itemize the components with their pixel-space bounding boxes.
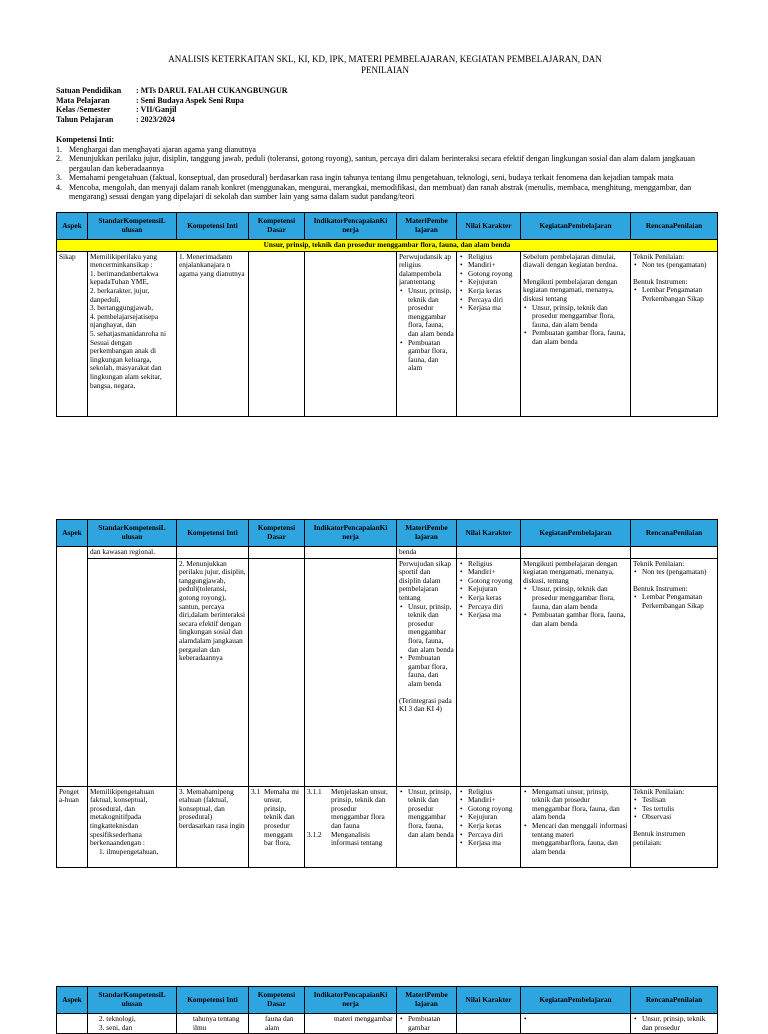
cell-skl: [88, 786, 177, 867]
materi-list: [399, 287, 454, 373]
skl-intro: Memilikiperilaku yang mencerminkansikap :: [90, 252, 158, 270]
identity-value: : VII/Ganjil: [136, 105, 177, 114]
ipk-text: materi menggambar: [334, 1014, 393, 1023]
cell-ki: [177, 251, 249, 416]
list-text: Mencoba, mengolah, dan menyaji dalam ranah konkret (menggunakan, mengurai, merangkai, memodifikasi, dan membuat) dan ranah abstrak (menulis, membaca, menghitung, menggambar, dan mengarang) sesuai dengan yang dipelajari di sekolah dan sumber lain yang sama dalam sudut pandang/teori: [69, 182, 692, 201]
cell-ipk: [305, 558, 397, 786]
materi-list: [399, 788, 454, 840]
ipk-number: 3.1.2: [307, 829, 322, 839]
cell-nilai: [457, 558, 521, 786]
kd-text: Memaha mi unsur, prinsip, teknik dan prosedur menggam bar flora,: [264, 787, 300, 848]
list-text: Memahami pengetahuan (faktual, konseptual, dan prosedural) berdasarkan rasa ingin tahunya tentang ilmu pengetahuan, teknologi, seni, budaya terkait fenomena dan kejadian tampak mata: [69, 173, 674, 182]
list-item: • Mandiri+: [468, 568, 518, 577]
kegiatan-paragraph: Mengikuti pembelajaran dengan kegiatan mengamati, menanya, diskusi, tentang: [523, 559, 618, 585]
kegiatan-paragraph: Mengikuti pembelajaran dengan kegiatan mengamati, menanya, diskusi tentang: [523, 276, 618, 303]
ki-text: 2. Menunjukkan perilaku jujur, disiplin, tanggungjawab, peduli(toleransi, gotong royong), santun, percaya diri,dalam berinteraksi secara efektif dengan lingkungan sosial dan alamdalam jangkauan pergaulan dan keberadaannya: [179, 559, 246, 663]
list-item: • Percaya diri: [468, 831, 518, 840]
list-item: • Gotong royong: [468, 577, 518, 586]
header-kegiatan: KegiatanPembelajaran: [521, 213, 631, 240]
list-item: • Mencari dan menggali informasi tentang materi menggambarflora, fauna, dan alam benda: [532, 822, 628, 856]
table-header-row: [57, 213, 718, 240]
skl-item: 1. berimandanbertakwa kepadaTuhan YME,: [90, 268, 159, 287]
nilai-list: [459, 560, 518, 620]
skl-item: 2. teknologi,: [99, 1014, 136, 1023]
cell-materi: [397, 547, 457, 559]
header-kd: Kompetensi Dasar: [249, 520, 305, 547]
topic-band: Unsur, prinsip, teknik dan prosedur menggambar flora, fauna, dan alam benda: [57, 240, 718, 252]
skl-content: [90, 788, 174, 866]
cell-kd: [249, 786, 305, 867]
penilaian-list: [633, 286, 715, 303]
analysis-table-page-1: [56, 212, 718, 417]
kompetensi-inti-list: [56, 145, 716, 202]
header-ki: Kompetensi Inti: [177, 520, 249, 547]
header-nilai: Nilai Karakter: [457, 213, 521, 240]
penilaian-content: [633, 560, 715, 785]
materi-intro: Perwujudansik ap religius dalampembela jarantentang: [399, 252, 452, 287]
kd-text: fauna dan alam: [265, 1014, 294, 1032]
list-item: • Kerja keras: [468, 287, 518, 296]
list-item: • Lembar Pengamatan Perkembangan Sikap: [642, 593, 715, 610]
list-text: Menunjukkan perilaku jujur, disiplin, tanggung jawab, peduli (toleransi, gotong royong), santun, percaya diri dalam berinteraksi secara efektif dengan lingkungan sosial dan alam dalam jangkauan pergaulan dan keberadaannya: [69, 154, 695, 173]
kegiatan-list: [523, 788, 628, 857]
list-number: 1.: [56, 144, 62, 154]
list-item: • Unsur, prinsip, teknik dan prosedur menggambar flora, fauna, dan alam benda: [532, 304, 628, 330]
skl-item: 3. seni, dan: [99, 1022, 133, 1032]
skl-item: 2. berkarakter, jujur, danpeduli,: [90, 285, 150, 304]
identity-row: [56, 86, 288, 96]
list-item: • Pembuatan gambar flora, fauna, dan alam benda: [532, 329, 628, 346]
identity-label: Kelas /Semester: [56, 105, 111, 114]
ipk-text: Menjelaskan unsur, prinsip, teknik dan prosedur menggambar flora dan fauna: [331, 787, 388, 830]
list-item: • Mandiri+: [468, 261, 518, 270]
header-ki: Kompetensi Inti: [177, 213, 249, 240]
band-row: [57, 240, 718, 252]
list-item: • Mengamati unsur, prinsip, teknik dan prosedur menggambar flora, fauna, dan alam benda: [532, 788, 628, 822]
cell-skl: [88, 547, 177, 559]
materi-intro: Perwujudan sikap sportif dan disiplin dalam pembelajaran tentang: [399, 559, 452, 602]
cell-ki: [177, 547, 249, 559]
list-item: • Mandiri+: [468, 796, 518, 805]
materi-content: [399, 788, 454, 866]
materi-note: (Terintegrasi pada KI 3 dan KI 4): [399, 695, 452, 714]
cell-penilaian: [631, 786, 718, 867]
skl-content: [90, 253, 174, 415]
penilaian-list: [633, 568, 715, 577]
cell-kegiatan: [521, 251, 631, 416]
header-materi: MateriPembe lajaran: [397, 987, 457, 1014]
list-item: [56, 145, 716, 155]
identity-value: : MTs DARUL FALAH CUKANGBUNGUR: [136, 86, 288, 95]
list-item: • Religius: [468, 788, 518, 797]
aspek-text: Penget a-huan: [59, 787, 79, 805]
skl-item: 5. sehatjasmanidanroha ni: [90, 328, 166, 338]
kegiatan-content: [523, 253, 628, 415]
identity-label: Tahun Pelajaran: [56, 114, 114, 124]
penilaian-heading: Bentuk Instrumen:: [633, 276, 688, 286]
cell-kd: [249, 547, 305, 559]
cell-kd: [249, 251, 305, 416]
list-item: • Gotong royong: [468, 270, 518, 279]
header-materi: MateriPembe lajaran: [397, 213, 457, 240]
list-item: • Kerjasa ma: [468, 611, 518, 620]
list-item: • Kejujuran: [468, 278, 518, 287]
header-kd: Kompetensi Dasar: [249, 213, 305, 240]
list-item: • Religius: [468, 560, 518, 569]
cell-ki: [177, 786, 249, 867]
header-materi: MateriPembe lajaran: [397, 520, 457, 547]
penilaian-heading: Teknik Penilaian:: [633, 559, 685, 568]
list-item: • Kerja keras: [468, 822, 518, 831]
materi-content: [399, 560, 454, 785]
list-number: 4.: [56, 182, 62, 192]
list-item: • Unsur, prinsip, teknik dan prosedur menggambar flora, fauna, dan alam benda: [408, 287, 454, 339]
skl-item: 3. bertanggungjawab,: [90, 303, 154, 313]
cell-skl: [88, 251, 177, 416]
header-kegiatan: KegiatanPembelajaran: [521, 520, 631, 547]
ipk-text: Menganalisis informasi tentang: [331, 829, 383, 848]
kegiatan-list: [523, 585, 628, 628]
penilaian-heading: Bentuk Instrumen:: [633, 583, 688, 593]
kompetensi-inti-heading: Kompetensi Inti:: [56, 135, 114, 144]
header-ipk: IndikatorPencapaianKi nerja: [305, 213, 397, 240]
identity-row: [56, 96, 288, 106]
penilaian-content: [633, 253, 715, 415]
list-item: • Unsur, prinsip, teknik dan prosedur: [642, 1015, 715, 1032]
list-item: • Teslisan: [642, 796, 715, 805]
header-ki: Kompetensi Inti: [177, 987, 249, 1014]
ki-text: 1. Menerimadanm enjalankanajara n agama yang dianutnya: [179, 252, 245, 278]
ki-text: 3. Memahamipeng etahuan (faktual, konseptual, dan prosedural) berdasarkan rasa ingin: [179, 787, 245, 830]
kegiatan-content: [523, 788, 628, 866]
penilaian-heading: Bentuk instrumen penilaian:: [633, 828, 686, 847]
ipk-item: [307, 788, 394, 831]
list-item: [56, 173, 716, 183]
list-item: • Non tes (pengamatan): [642, 261, 715, 270]
list-item: • Gotong royong: [468, 805, 518, 814]
header-nilai: Nilai Karakter: [457, 987, 521, 1014]
penilaian-list: [633, 261, 715, 270]
cell-aspek: [57, 786, 88, 867]
header-aspek: Aspek: [57, 987, 88, 1014]
analysis-table-page-2: [56, 519, 718, 868]
list-number: 3.: [56, 173, 62, 182]
ki-text: tahunya tentang ilmu: [193, 1014, 240, 1032]
header-penilaian: RencanaPenilaian: [631, 213, 718, 240]
table-row: [57, 558, 718, 786]
analysis-table-page-3: [56, 986, 718, 1034]
cell-materi: [397, 786, 457, 867]
kegiatan-list: [523, 304, 628, 347]
list-text: Menghargai dan menghayati ajaran agama yang dianutnya: [69, 144, 256, 154]
list-item: • Observasi: [642, 813, 715, 822]
skl-item: 4. pembelajarsejatisepa njanghayat, dan: [90, 311, 159, 330]
list-item: • Percaya diri: [468, 296, 518, 305]
skl-after: Sesuai dengan perkembangan anak di lingkungan keluarga, sekolah, masyarakat dan lingkungan alam sekitar, bangsa, negara,: [90, 337, 162, 390]
identity-row: [56, 105, 288, 115]
nilai-list: [459, 253, 518, 313]
header-skl: StandarKompetensiL ulusan: [88, 987, 177, 1014]
list-item: • Kejujuran: [468, 813, 518, 822]
cell-ipk: [305, 251, 397, 416]
materi-list: [399, 603, 454, 689]
list-item: • Unsur, prinsip, teknik dan prosedur menggambar flora, fauna, dan alam benda: [408, 788, 454, 840]
table-row: [57, 251, 718, 416]
table-header-row: [57, 987, 718, 1014]
list-item: • Unsur, prinsip, teknik dan prosedur menggambar flora, fauna, dan alam benda: [532, 585, 628, 611]
list-item: [56, 154, 716, 173]
nilai-list: [459, 788, 518, 848]
ipk-content: [307, 788, 394, 866]
cell-kegiatan: [521, 547, 631, 559]
penilaian-list: [633, 593, 715, 610]
cell-kd: [249, 558, 305, 786]
penilaian-content: [633, 788, 715, 866]
materi-continuation: benda: [399, 547, 417, 556]
cell-materi: [397, 558, 457, 786]
aspek-text: Sikap: [59, 252, 76, 261]
list-item: • Lembar Pengamatan Perkembangan Sikap: [642, 286, 715, 303]
list-item: • Kerjasa ma: [468, 839, 518, 848]
table-header-row: [57, 520, 718, 547]
header-skl: StandarKompetensiL ulusan: [88, 520, 177, 547]
cell-kegiatan: [521, 786, 631, 867]
list-number: 2.: [56, 154, 62, 163]
cell-aspek: [57, 547, 88, 787]
list-item: • Kerja keras: [468, 594, 518, 603]
list-item: • Kerjasa ma: [468, 304, 518, 313]
ipk-number: 3.1.1: [307, 787, 322, 796]
kegiatan-paragraph: Sebelum pembelajaran dimulai, diawali dengan kegiatan berdoa.: [523, 252, 618, 270]
list-item: • Kejujuran: [468, 585, 518, 594]
header-penilaian: RencanaPenilaian: [631, 987, 718, 1014]
cell-nilai: [457, 547, 521, 559]
header-aspek: Aspek: [57, 213, 88, 240]
cell-ipk: [305, 547, 397, 559]
list-item: • Pembuatan gambar flora, fauna, dan alam benda: [532, 611, 628, 628]
list-item: • Percaya diri: [468, 603, 518, 612]
identity-label: Satuan Pendidikan: [56, 86, 122, 95]
cell-penilaian: [631, 547, 718, 559]
header-nilai: Nilai Karakter: [457, 520, 521, 547]
cell-ki: [177, 558, 249, 786]
kd-content: [251, 788, 302, 866]
identity-block: [56, 86, 288, 124]
header-ipk: IndikatorPencapaianKi nerja: [305, 520, 397, 547]
list-item: • Pembuatan gambar flora, fauna, dan alam: [408, 339, 454, 373]
list-item: [56, 183, 716, 202]
cell-skl: [88, 558, 177, 786]
penilaian-list: [633, 796, 715, 822]
header-aspek: Aspek: [57, 520, 88, 547]
header-penilaian: RencanaPenilaian: [631, 520, 718, 547]
cell-penilaian: [631, 251, 718, 416]
header-ipk: IndikatorPencapaianKi nerja: [305, 987, 397, 1014]
identity-value: : Seni Budaya Aspek Seni Rupa: [136, 95, 244, 105]
list-item: • Tes tertulis: [642, 805, 715, 814]
cell-aspek: [57, 251, 88, 416]
skl-continuation: dan kawasan regional.: [90, 547, 156, 556]
cell-kegiatan: [521, 558, 631, 786]
cell-ipk: [305, 786, 397, 867]
skl-item: 1. ilmupengetahuan,: [99, 846, 159, 856]
skl-intro: Memilikipengetahuan faktual, konseptual, prosedural, dan metakognitifpada tingkatteknisdan spesifiksederhana berkenaandengan :: [90, 787, 155, 848]
cell-nilai: [457, 251, 521, 416]
document-title: ANALISIS KETERKAITAN SKL, KI, KD, IPK, MATERI PEMBELAJARAN, KEGIATAN PEMBELAJARAN, DAN PENILAIAN: [168, 54, 602, 75]
kompetensi-inti-section: [56, 135, 716, 202]
table-row: [57, 547, 718, 559]
list-item: • Religius: [468, 253, 518, 262]
cell-materi: [397, 251, 457, 416]
identity-row: [56, 115, 288, 125]
header-skl: StandarKompetensiL ulusan: [88, 213, 177, 240]
cell-nilai: [457, 786, 521, 867]
list-item: • Pembuatan gambar flora, fauna, dan alam benda: [408, 654, 454, 688]
materi-content: [399, 253, 454, 415]
penilaian-heading: Teknik Penilaian:: [633, 252, 685, 261]
kd-number: 3.1: [251, 787, 261, 796]
ipk-item: [307, 831, 394, 848]
identity-value: : 2023/2024: [136, 114, 175, 124]
kegiatan-content: [523, 560, 628, 785]
cell-penilaian: [631, 558, 718, 786]
table-row: [57, 786, 718, 867]
header-kd: Kompetensi Dasar: [249, 987, 305, 1014]
penilaian-heading: Teknik Penilaian:: [633, 787, 685, 796]
list-item: • Non tes (pengamatan): [642, 568, 715, 577]
identity-label: Mata Pelajaran: [56, 95, 110, 105]
header-kegiatan: KegiatanPembelajaran: [521, 987, 631, 1014]
list-item: • Pembuatan gambar: [408, 1015, 454, 1032]
list-item: • Unsur, prinsip, teknik dan prosedur menggambar flora, fauna, dan alam benda: [408, 603, 454, 655]
